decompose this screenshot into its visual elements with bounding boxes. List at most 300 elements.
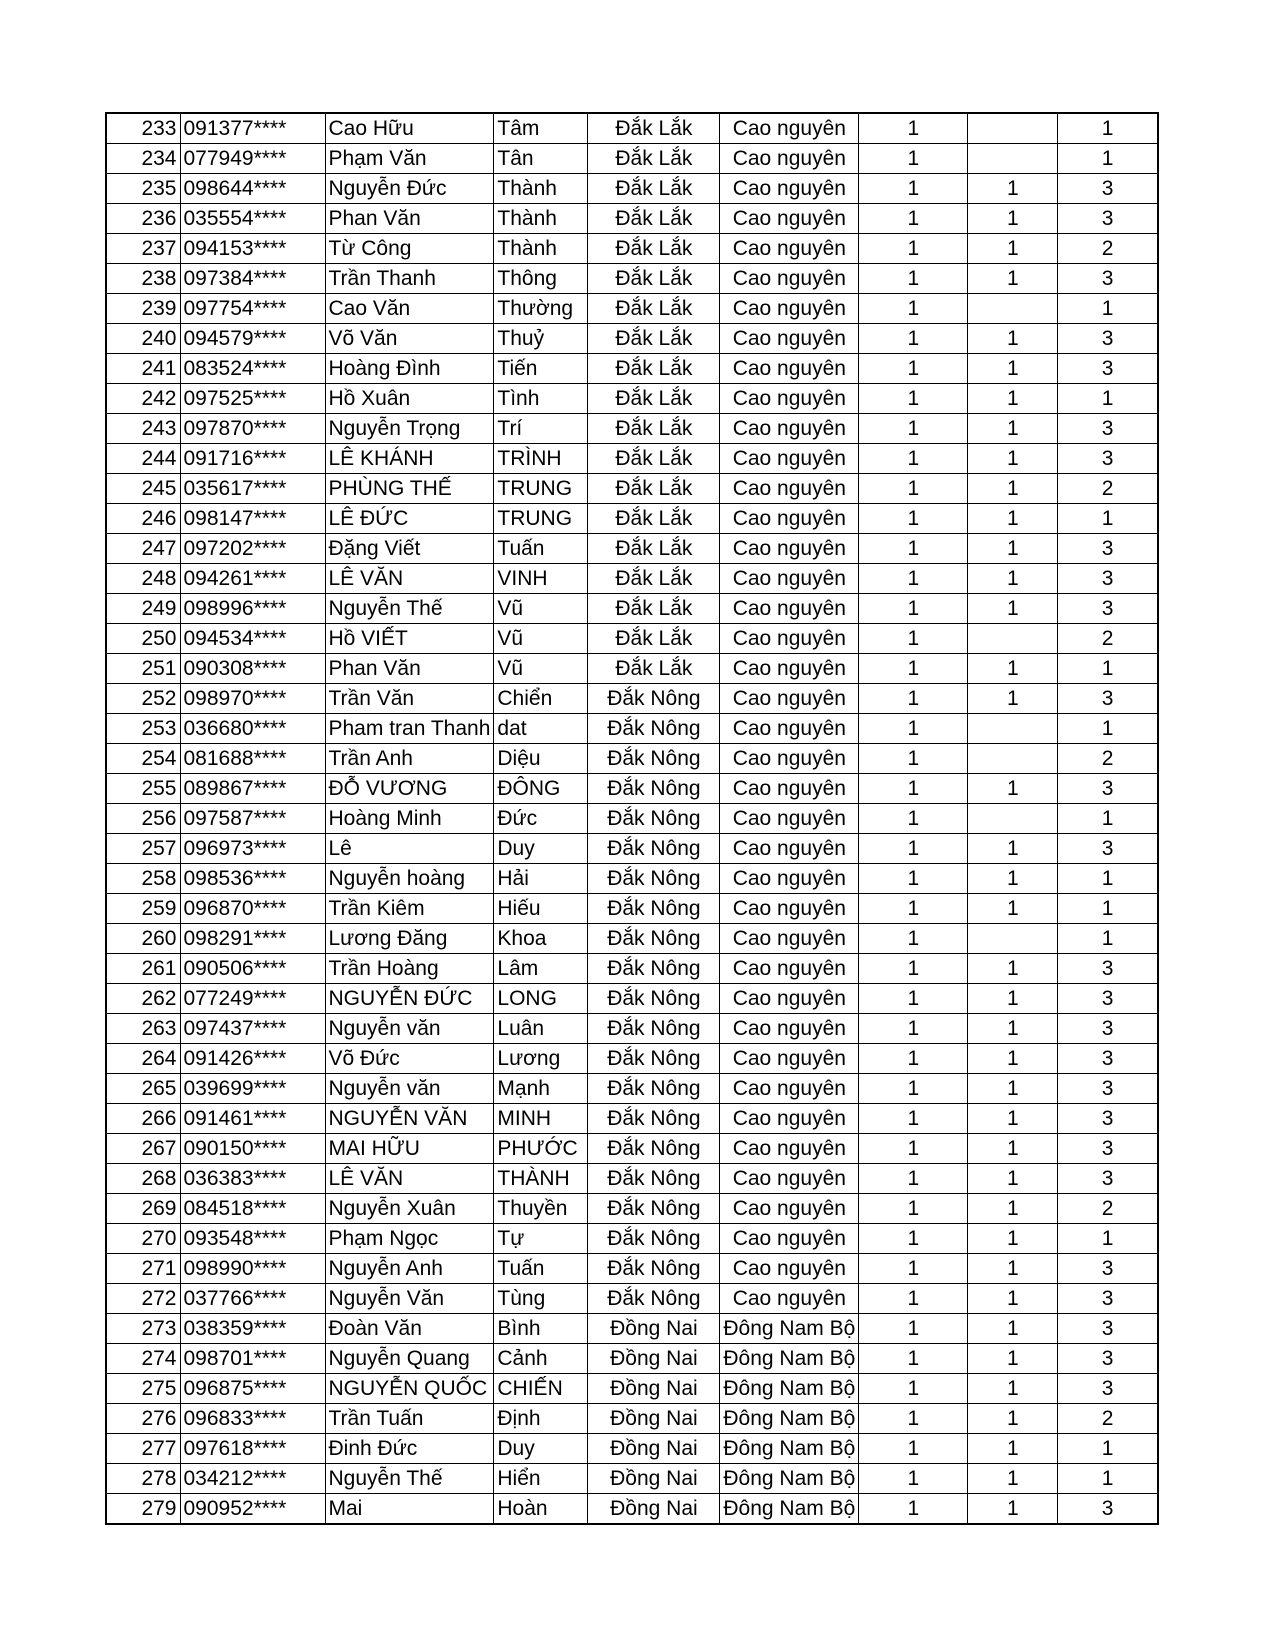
count-b-cell: 1 bbox=[968, 384, 1058, 414]
count-a-cell: 1 bbox=[859, 834, 968, 864]
region-cell: Cao nguyên bbox=[720, 834, 859, 864]
surname-cell: Lê bbox=[325, 834, 494, 864]
surname-cell: Nguyễn Anh bbox=[325, 1254, 494, 1284]
row-number-cell: 236 bbox=[106, 204, 180, 234]
count-b-cell: 1 bbox=[968, 1434, 1058, 1464]
table-row bbox=[106, 1164, 1158, 1194]
table-row bbox=[106, 1074, 1158, 1104]
table-row bbox=[106, 804, 1158, 834]
table-row bbox=[106, 1014, 1158, 1044]
count-b-cell: 1 bbox=[968, 564, 1058, 594]
phone-cell: 036383**** bbox=[180, 1164, 325, 1194]
region-cell: Cao nguyên bbox=[720, 384, 859, 414]
surname-cell: Nguyễn Quang bbox=[325, 1344, 494, 1374]
province-cell: Đắk Lắk bbox=[588, 113, 720, 144]
province-cell: Đắk Lắk bbox=[588, 204, 720, 234]
row-number-cell: 246 bbox=[106, 504, 180, 534]
count-b-cell bbox=[968, 294, 1058, 324]
phone-cell: 094534**** bbox=[180, 624, 325, 654]
count-a-cell: 1 bbox=[859, 113, 968, 144]
phone-cell: 036680**** bbox=[180, 714, 325, 744]
count-a-cell: 1 bbox=[859, 504, 968, 534]
count-c-cell: 3 bbox=[1058, 204, 1158, 234]
row-number-cell: 254 bbox=[106, 744, 180, 774]
count-c-cell: 3 bbox=[1058, 774, 1158, 804]
province-cell: Đắk Lắk bbox=[588, 294, 720, 324]
table-row bbox=[106, 1404, 1158, 1434]
row-number-cell: 260 bbox=[106, 924, 180, 954]
given-name-cell: Đức bbox=[494, 804, 588, 834]
phone-cell: 098291**** bbox=[180, 924, 325, 954]
table-row bbox=[106, 474, 1158, 504]
phone-cell: 097384**** bbox=[180, 264, 325, 294]
region-cell: Cao nguyên bbox=[720, 414, 859, 444]
count-c-cell: 3 bbox=[1058, 1134, 1158, 1164]
phone-cell: 098970**** bbox=[180, 684, 325, 714]
region-cell: Cao nguyên bbox=[720, 624, 859, 654]
province-cell: Đắk Lắk bbox=[588, 624, 720, 654]
count-a-cell: 1 bbox=[859, 1254, 968, 1284]
count-a-cell: 1 bbox=[859, 1194, 968, 1224]
province-cell: Đắk Lắk bbox=[588, 594, 720, 624]
region-cell: Cao nguyên bbox=[720, 1104, 859, 1134]
row-number-cell: 268 bbox=[106, 1164, 180, 1194]
count-c-cell: 1 bbox=[1058, 924, 1158, 954]
province-cell: Đắk Nông bbox=[588, 1194, 720, 1224]
surname-cell: Trần Tuấn bbox=[325, 1404, 494, 1434]
phone-cell: 091461**** bbox=[180, 1104, 325, 1134]
region-cell: Cao nguyên bbox=[720, 174, 859, 204]
phone-cell: 090506**** bbox=[180, 954, 325, 984]
count-b-cell: 1 bbox=[968, 204, 1058, 234]
region-cell: Cao nguyên bbox=[720, 654, 859, 684]
region-cell: Cao nguyên bbox=[720, 774, 859, 804]
given-name-cell: VINH bbox=[494, 564, 588, 594]
province-cell: Đắk Nông bbox=[588, 984, 720, 1014]
count-a-cell: 1 bbox=[859, 894, 968, 924]
province-cell: Đắk Nông bbox=[588, 894, 720, 924]
given-name-cell: Bình bbox=[494, 1314, 588, 1344]
row-number-cell: 274 bbox=[106, 1344, 180, 1374]
table-row bbox=[106, 714, 1158, 744]
province-cell: Đắk Lắk bbox=[588, 384, 720, 414]
surname-cell: NGUYỄN VĂN bbox=[325, 1104, 494, 1134]
count-b-cell bbox=[968, 744, 1058, 774]
count-b-cell: 1 bbox=[968, 1134, 1058, 1164]
given-name-cell: Hiếu bbox=[494, 894, 588, 924]
row-number-cell: 270 bbox=[106, 1224, 180, 1254]
given-name-cell: LONG bbox=[494, 984, 588, 1014]
surname-cell: Đoàn Văn bbox=[325, 1314, 494, 1344]
province-cell: Đắk Lắk bbox=[588, 144, 720, 174]
region-cell: Cao nguyên bbox=[720, 264, 859, 294]
row-number-cell: 258 bbox=[106, 864, 180, 894]
province-cell: Đắk Lắk bbox=[588, 234, 720, 264]
province-cell: Đồng Nai bbox=[588, 1404, 720, 1434]
phone-cell: 097618**** bbox=[180, 1434, 325, 1464]
table-row bbox=[106, 1194, 1158, 1224]
table-row bbox=[106, 1134, 1158, 1164]
phone-cell: 097437**** bbox=[180, 1014, 325, 1044]
province-cell: Đắk Nông bbox=[588, 954, 720, 984]
table-row bbox=[106, 1104, 1158, 1134]
count-b-cell: 1 bbox=[968, 474, 1058, 504]
table-row bbox=[106, 534, 1158, 564]
table-row bbox=[106, 234, 1158, 264]
phone-cell: 096833**** bbox=[180, 1404, 325, 1434]
count-a-cell: 1 bbox=[859, 1014, 968, 1044]
count-b-cell: 1 bbox=[968, 1314, 1058, 1344]
count-b-cell: 1 bbox=[968, 414, 1058, 444]
phone-cell: 083524**** bbox=[180, 354, 325, 384]
count-c-cell: 3 bbox=[1058, 954, 1158, 984]
province-cell: Đắk Lắk bbox=[588, 474, 720, 504]
table-row bbox=[106, 654, 1158, 684]
surname-cell: Võ Văn bbox=[325, 324, 494, 354]
row-number-cell: 238 bbox=[106, 264, 180, 294]
region-cell: Cao nguyên bbox=[720, 234, 859, 264]
province-cell: Đắk Nông bbox=[588, 744, 720, 774]
region-cell: Cao nguyên bbox=[720, 984, 859, 1014]
row-number-cell: 257 bbox=[106, 834, 180, 864]
table-row bbox=[106, 264, 1158, 294]
count-b-cell: 1 bbox=[968, 174, 1058, 204]
surname-cell: Phạm Văn bbox=[325, 144, 494, 174]
province-cell: Đắk Nông bbox=[588, 864, 720, 894]
province-cell: Đắk Lắk bbox=[588, 444, 720, 474]
province-cell: Đắk Lắk bbox=[588, 414, 720, 444]
region-cell: Cao nguyên bbox=[720, 1254, 859, 1284]
surname-cell: LÊ VĂN bbox=[325, 1164, 494, 1194]
surname-cell: LÊ KHÁNH bbox=[325, 444, 494, 474]
table-row bbox=[106, 444, 1158, 474]
province-cell: Đắk Lắk bbox=[588, 654, 720, 684]
given-name-cell: Hiển bbox=[494, 1464, 588, 1494]
region-cell: Cao nguyên bbox=[720, 924, 859, 954]
province-cell: Đắk Nông bbox=[588, 714, 720, 744]
row-number-cell: 267 bbox=[106, 1134, 180, 1164]
phone-cell: 037766**** bbox=[180, 1284, 325, 1314]
count-b-cell: 1 bbox=[968, 684, 1058, 714]
count-a-cell: 1 bbox=[859, 1404, 968, 1434]
phone-cell: 098644**** bbox=[180, 174, 325, 204]
province-cell: Đắk Nông bbox=[588, 1074, 720, 1104]
count-b-cell: 1 bbox=[968, 1464, 1058, 1494]
given-name-cell: TRUNG bbox=[494, 474, 588, 504]
table-row bbox=[106, 204, 1158, 234]
count-a-cell: 1 bbox=[859, 954, 968, 984]
count-a-cell: 1 bbox=[859, 1434, 968, 1464]
count-a-cell: 1 bbox=[859, 384, 968, 414]
province-cell: Đắk Nông bbox=[588, 834, 720, 864]
count-b-cell: 1 bbox=[968, 1494, 1058, 1525]
count-c-cell: 3 bbox=[1058, 1074, 1158, 1104]
count-b-cell: 1 bbox=[968, 1104, 1058, 1134]
phone-cell: 081688**** bbox=[180, 744, 325, 774]
count-a-cell: 1 bbox=[859, 1284, 968, 1314]
given-name-cell: TRÌNH bbox=[494, 444, 588, 474]
table-row bbox=[106, 834, 1158, 864]
phone-cell: 098147**** bbox=[180, 504, 325, 534]
surname-cell: Phan Văn bbox=[325, 654, 494, 684]
row-number-cell: 235 bbox=[106, 174, 180, 204]
count-a-cell: 1 bbox=[859, 1464, 968, 1494]
given-name-cell: Thành bbox=[494, 234, 588, 264]
surname-cell: Từ Công bbox=[325, 234, 494, 264]
surname-cell: Võ Đức bbox=[325, 1044, 494, 1074]
count-a-cell: 1 bbox=[859, 204, 968, 234]
given-name-cell: Thành bbox=[494, 174, 588, 204]
count-a-cell: 1 bbox=[859, 444, 968, 474]
province-cell: Đắk Nông bbox=[588, 1134, 720, 1164]
table-row bbox=[106, 174, 1158, 204]
surname-cell: Hồ Xuân bbox=[325, 384, 494, 414]
count-c-cell: 2 bbox=[1058, 744, 1158, 774]
row-number-cell: 266 bbox=[106, 1104, 180, 1134]
given-name-cell: Chiển bbox=[494, 684, 588, 714]
count-a-cell: 1 bbox=[859, 234, 968, 264]
count-c-cell: 1 bbox=[1058, 384, 1158, 414]
phone-cell: 034212**** bbox=[180, 1464, 325, 1494]
given-name-cell: Trí bbox=[494, 414, 588, 444]
province-cell: Đồng Nai bbox=[588, 1494, 720, 1525]
region-cell: Cao nguyên bbox=[720, 744, 859, 774]
count-a-cell: 1 bbox=[859, 924, 968, 954]
count-c-cell: 3 bbox=[1058, 984, 1158, 1014]
given-name-cell: CHIẾN bbox=[494, 1374, 588, 1404]
given-name-cell: ĐÔNG bbox=[494, 774, 588, 804]
row-number-cell: 249 bbox=[106, 594, 180, 624]
phone-cell: 038359**** bbox=[180, 1314, 325, 1344]
surname-cell: Trần Văn bbox=[325, 684, 494, 714]
count-c-cell: 1 bbox=[1058, 714, 1158, 744]
table-row bbox=[106, 924, 1158, 954]
count-b-cell: 1 bbox=[968, 1254, 1058, 1284]
surname-cell: Đinh Đức bbox=[325, 1434, 494, 1464]
count-c-cell: 3 bbox=[1058, 594, 1158, 624]
count-c-cell: 2 bbox=[1058, 1404, 1158, 1434]
given-name-cell: Tuấn bbox=[494, 1254, 588, 1284]
province-cell: Đồng Nai bbox=[588, 1374, 720, 1404]
given-name-cell: Luân bbox=[494, 1014, 588, 1044]
region-cell: Cao nguyên bbox=[720, 954, 859, 984]
surname-cell: Hồ VIẾT bbox=[325, 624, 494, 654]
count-b-cell: 1 bbox=[968, 984, 1058, 1014]
table-row bbox=[106, 504, 1158, 534]
count-c-cell: 1 bbox=[1058, 804, 1158, 834]
count-c-cell: 3 bbox=[1058, 174, 1158, 204]
count-b-cell: 1 bbox=[968, 234, 1058, 264]
row-number-cell: 273 bbox=[106, 1314, 180, 1344]
count-a-cell: 1 bbox=[859, 1224, 968, 1254]
table-row bbox=[106, 1374, 1158, 1404]
count-b-cell: 1 bbox=[968, 1194, 1058, 1224]
surname-cell: Nguyễn Đức bbox=[325, 174, 494, 204]
count-a-cell: 1 bbox=[859, 1494, 968, 1525]
province-cell: Đắk Nông bbox=[588, 804, 720, 834]
row-number-cell: 247 bbox=[106, 534, 180, 564]
count-a-cell: 1 bbox=[859, 144, 968, 174]
count-a-cell: 1 bbox=[859, 984, 968, 1014]
given-name-cell: Hải bbox=[494, 864, 588, 894]
given-name-cell: Khoa bbox=[494, 924, 588, 954]
given-name-cell: Vũ bbox=[494, 624, 588, 654]
given-name-cell: Duy bbox=[494, 1434, 588, 1464]
region-cell: Cao nguyên bbox=[720, 113, 859, 144]
row-number-cell: 272 bbox=[106, 1284, 180, 1314]
region-cell: Cao nguyên bbox=[720, 354, 859, 384]
count-b-cell: 1 bbox=[968, 1284, 1058, 1314]
count-c-cell: 3 bbox=[1058, 684, 1158, 714]
count-a-cell: 1 bbox=[859, 414, 968, 444]
count-c-cell: 1 bbox=[1058, 864, 1158, 894]
table-row bbox=[106, 294, 1158, 324]
count-b-cell: 1 bbox=[968, 1344, 1058, 1374]
count-a-cell: 1 bbox=[859, 1374, 968, 1404]
row-number-cell: 233 bbox=[106, 113, 180, 144]
province-cell: Đắk Lắk bbox=[588, 354, 720, 384]
phone-cell: 090952**** bbox=[180, 1494, 325, 1525]
surname-cell: Nguyễn văn bbox=[325, 1074, 494, 1104]
count-a-cell: 1 bbox=[859, 174, 968, 204]
region-cell: Cao nguyên bbox=[720, 1074, 859, 1104]
count-c-cell: 3 bbox=[1058, 1164, 1158, 1194]
count-b-cell: 1 bbox=[968, 864, 1058, 894]
count-c-cell: 3 bbox=[1058, 1494, 1158, 1525]
count-a-cell: 1 bbox=[859, 1344, 968, 1374]
surname-cell: MAI HỮU bbox=[325, 1134, 494, 1164]
count-a-cell: 1 bbox=[859, 264, 968, 294]
phone-cell: 096870**** bbox=[180, 894, 325, 924]
count-c-cell: 3 bbox=[1058, 414, 1158, 444]
table-row bbox=[106, 1494, 1158, 1525]
region-cell: Cao nguyên bbox=[720, 534, 859, 564]
table-row bbox=[106, 113, 1158, 144]
count-b-cell: 1 bbox=[968, 654, 1058, 684]
region-cell: Đông Nam Bộ bbox=[720, 1314, 859, 1344]
phone-cell: 098701**** bbox=[180, 1344, 325, 1374]
region-cell: Cao nguyên bbox=[720, 894, 859, 924]
region-cell: Đông Nam Bộ bbox=[720, 1344, 859, 1374]
region-cell: Cao nguyên bbox=[720, 474, 859, 504]
row-number-cell: 278 bbox=[106, 1464, 180, 1494]
count-c-cell: 3 bbox=[1058, 1254, 1158, 1284]
surname-cell: Cao Văn bbox=[325, 294, 494, 324]
count-c-cell: 1 bbox=[1058, 144, 1158, 174]
count-b-cell: 1 bbox=[968, 894, 1058, 924]
surname-cell: Nguyễn Xuân bbox=[325, 1194, 494, 1224]
phone-cell: 091426**** bbox=[180, 1044, 325, 1074]
region-cell: Cao nguyên bbox=[720, 684, 859, 714]
count-a-cell: 1 bbox=[859, 624, 968, 654]
count-a-cell: 1 bbox=[859, 684, 968, 714]
phone-cell: 039699**** bbox=[180, 1074, 325, 1104]
region-cell: Cao nguyên bbox=[720, 504, 859, 534]
row-number-cell: 265 bbox=[106, 1074, 180, 1104]
surname-cell: NGUYỄN QUỐC bbox=[325, 1374, 494, 1404]
count-c-cell: 3 bbox=[1058, 354, 1158, 384]
phone-cell: 097525**** bbox=[180, 384, 325, 414]
count-a-cell: 1 bbox=[859, 1044, 968, 1074]
given-name-cell: MINH bbox=[494, 1104, 588, 1134]
count-a-cell: 1 bbox=[859, 774, 968, 804]
count-a-cell: 1 bbox=[859, 354, 968, 384]
province-cell: Đắk Nông bbox=[588, 924, 720, 954]
phone-cell: 097587**** bbox=[180, 804, 325, 834]
table-row bbox=[106, 684, 1158, 714]
table-row bbox=[106, 1224, 1158, 1254]
given-name-cell: Định bbox=[494, 1404, 588, 1434]
surname-cell: Phan Văn bbox=[325, 204, 494, 234]
given-name-cell: Cảnh bbox=[494, 1344, 588, 1374]
given-name-cell: Tự bbox=[494, 1224, 588, 1254]
region-cell: Cao nguyên bbox=[720, 204, 859, 234]
count-c-cell: 3 bbox=[1058, 834, 1158, 864]
phone-cell: 097870**** bbox=[180, 414, 325, 444]
phone-cell: 094153**** bbox=[180, 234, 325, 264]
surname-cell: Nguyễn hoàng bbox=[325, 864, 494, 894]
phone-cell: 096875**** bbox=[180, 1374, 325, 1404]
phone-cell: 090150**** bbox=[180, 1134, 325, 1164]
count-c-cell: 3 bbox=[1058, 1044, 1158, 1074]
count-c-cell: 3 bbox=[1058, 1014, 1158, 1044]
row-number-cell: 234 bbox=[106, 144, 180, 174]
province-cell: Đắk Lắk bbox=[588, 264, 720, 294]
province-cell: Đồng Nai bbox=[588, 1344, 720, 1374]
surname-cell: Nguyễn Thế bbox=[325, 594, 494, 624]
given-name-cell: TRUNG bbox=[494, 504, 588, 534]
province-cell: Đắk Lắk bbox=[588, 534, 720, 564]
given-name-cell: Vũ bbox=[494, 594, 588, 624]
row-number-cell: 277 bbox=[106, 1434, 180, 1464]
given-name-cell: Tiến bbox=[494, 354, 588, 384]
row-number-cell: 244 bbox=[106, 444, 180, 474]
province-cell: Đắk Nông bbox=[588, 1104, 720, 1134]
count-c-cell: 3 bbox=[1058, 1344, 1158, 1374]
given-name-cell: Thông bbox=[494, 264, 588, 294]
region-cell: Đông Nam Bộ bbox=[720, 1494, 859, 1525]
table-row bbox=[106, 624, 1158, 654]
phone-cell: 098990**** bbox=[180, 1254, 325, 1284]
table-row bbox=[106, 144, 1158, 174]
province-cell: Đồng Nai bbox=[588, 1314, 720, 1344]
phone-cell: 093548**** bbox=[180, 1224, 325, 1254]
region-cell: Cao nguyên bbox=[720, 594, 859, 624]
row-number-cell: 243 bbox=[106, 414, 180, 444]
row-number-cell: 264 bbox=[106, 1044, 180, 1074]
count-c-cell: 3 bbox=[1058, 1314, 1158, 1344]
count-c-cell: 3 bbox=[1058, 1374, 1158, 1404]
count-b-cell: 1 bbox=[968, 324, 1058, 354]
row-number-cell: 262 bbox=[106, 984, 180, 1014]
count-b-cell: 1 bbox=[968, 444, 1058, 474]
region-cell: Cao nguyên bbox=[720, 714, 859, 744]
row-number-cell: 250 bbox=[106, 624, 180, 654]
phone-cell: 091377**** bbox=[180, 113, 325, 144]
table-row bbox=[106, 1464, 1158, 1494]
count-b-cell bbox=[968, 804, 1058, 834]
phone-cell: 090308**** bbox=[180, 654, 325, 684]
count-c-cell: 3 bbox=[1058, 1284, 1158, 1314]
table-row bbox=[106, 324, 1158, 354]
surname-cell: Nguyễn Thế bbox=[325, 1464, 494, 1494]
count-b-cell: 1 bbox=[968, 1164, 1058, 1194]
count-b-cell: 1 bbox=[968, 1044, 1058, 1074]
count-b-cell: 1 bbox=[968, 264, 1058, 294]
phone-cell: 091716**** bbox=[180, 444, 325, 474]
count-a-cell: 1 bbox=[859, 1104, 968, 1134]
region-cell: Cao nguyên bbox=[720, 324, 859, 354]
